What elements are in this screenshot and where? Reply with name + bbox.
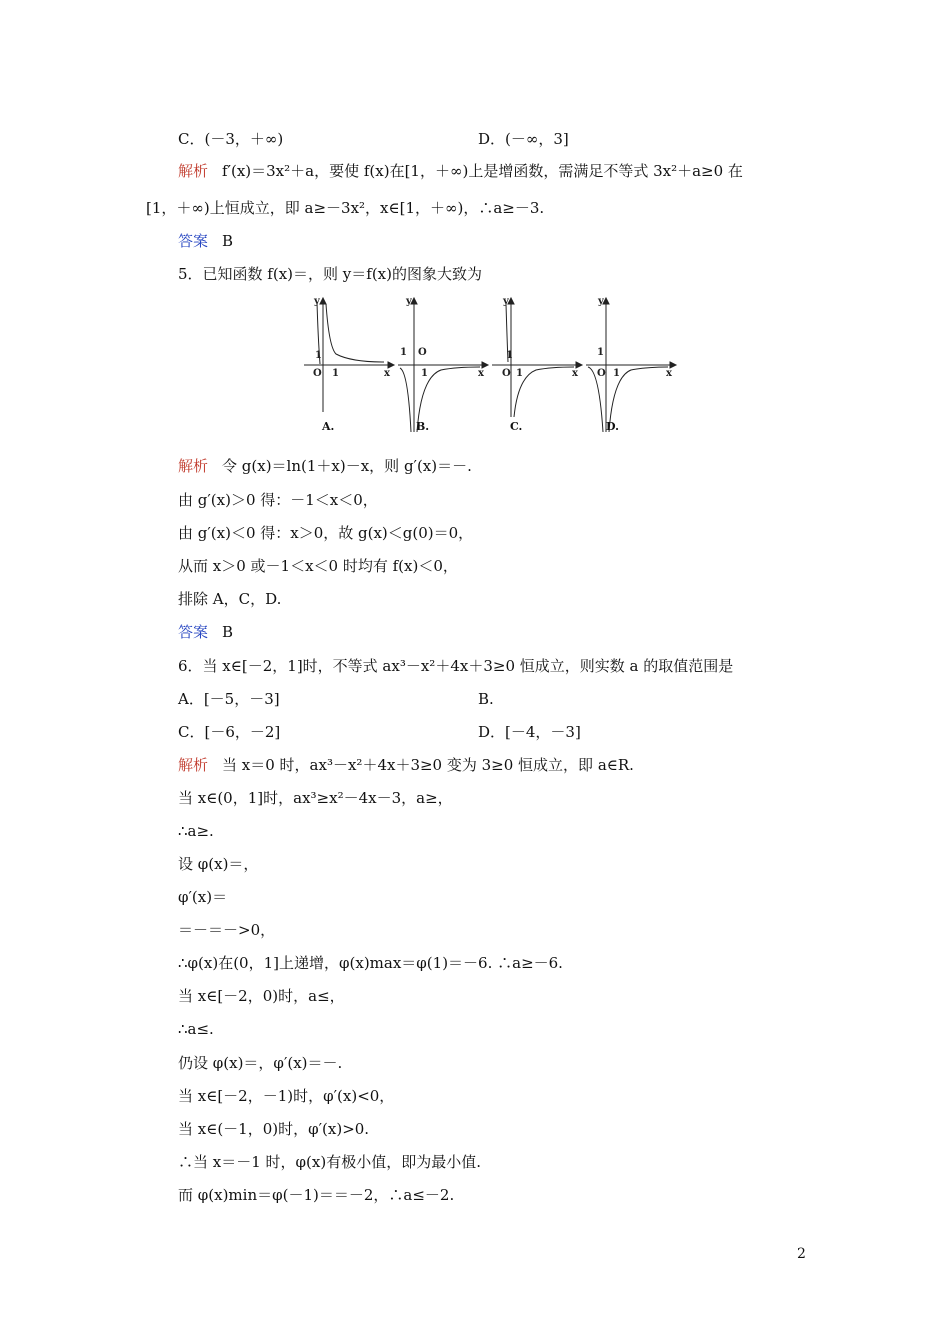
origin-label: O — [313, 368, 322, 379]
one-label: 1 — [315, 350, 322, 361]
text-line — [178, 128, 283, 150]
line-text: 令 g(x)＝ln(1＋x)－x，则 g′(x)＝－. — [222, 457, 472, 475]
one-label: 1 — [400, 347, 407, 358]
text-line — [178, 787, 453, 809]
line-text: 排除 A，C，D. — [178, 590, 282, 608]
answer-tag: 答案 — [178, 623, 209, 641]
axis-x-label: x — [478, 368, 484, 379]
option-right: D．(－∞，3] — [478, 130, 569, 148]
option-right: B. — [478, 690, 494, 708]
line-text: 而 φ(x)min＝φ(－1)＝＝－2，∴a≤－2. — [178, 1186, 455, 1204]
option-right: D．[－4，－3] — [478, 723, 581, 741]
one-label: 1 — [506, 350, 513, 361]
text-line — [178, 1184, 454, 1206]
text-line — [178, 754, 634, 776]
line-text: 当 x∈(－1，0)时，φ′(x)>0. — [178, 1120, 370, 1138]
line-text: f′(x)＝3x²＋a，要使 f(x)在[1，＋∞)上是增函数，需满足不等式 3x²＋a≥0 在 — [222, 162, 743, 180]
graph-label-d: D. — [606, 420, 619, 433]
analysis-tag: 解析 — [178, 756, 209, 774]
text-line — [178, 1118, 369, 1140]
origin-label: O — [502, 368, 511, 379]
line-text: 6．当 x∈[－2，1]时，不等式 ax³－x²＋4x＋3≥0 恒成立，则实数 a 的取值范围是 — [178, 657, 734, 675]
text-line — [178, 1052, 342, 1074]
text-line — [178, 588, 281, 610]
line-text: 从而 x＞0 或－1＜x＜0 时均有 f(x)＜0， — [178, 557, 458, 575]
one-label: 1 — [516, 368, 523, 379]
text-line — [178, 886, 227, 908]
one-label: 1 — [613, 368, 620, 379]
line-text: B — [222, 623, 234, 641]
line-text: B — [222, 232, 234, 250]
line-text: 由 g′(x)＞0 得：－1＜x＜0， — [178, 491, 378, 509]
graphs-svg — [296, 292, 684, 437]
text-line — [178, 1085, 394, 1107]
text-line — [178, 263, 482, 285]
axis-x-label: x — [384, 368, 390, 379]
function-graph-options — [296, 292, 684, 437]
origin-label: O — [597, 368, 606, 379]
origin-label: O — [418, 347, 427, 358]
text-line — [178, 853, 258, 875]
text-line — [178, 489, 378, 511]
graph-b — [398, 298, 488, 432]
line-text: ∴a≥. — [178, 822, 214, 840]
text-line — [178, 820, 214, 842]
text-line — [178, 919, 275, 941]
text-line — [178, 230, 233, 252]
axis-x-label: x — [666, 368, 672, 379]
text-line — [178, 952, 563, 974]
graph-label-c: C. — [510, 420, 523, 433]
graph-d — [586, 298, 676, 432]
one-label: 1 — [332, 368, 339, 379]
line-text: 5．已知函数 f(x)＝，则 y＝f(x)的图象大致为 — [178, 265, 482, 283]
line-text: ∴a≤. — [178, 1020, 214, 1038]
text-line — [178, 1151, 481, 1173]
text-line — [146, 197, 544, 219]
graph-label-a: A. — [322, 420, 335, 433]
line-text: 仍设 φ(x)＝，φ′(x)＝－. — [178, 1054, 343, 1072]
line-text: φ′(x)＝ — [178, 888, 228, 906]
line-text: 当 x∈(0，1]时，ax³≥x²－4x－3，a≥， — [178, 789, 453, 807]
line-text: 当 x＝0 时，ax³－x²＋4x＋3≥0 变为 3≥0 恒成立，即 a∈R. — [222, 756, 634, 774]
line-text: 当 x∈[－2，0)时，a≤， — [178, 987, 345, 1005]
text-line — [178, 655, 733, 677]
line-text: A．[－5，－3] — [178, 690, 280, 708]
axis-y-label: y — [503, 296, 509, 307]
text-line — [178, 555, 458, 577]
page-number: 2 — [797, 1246, 806, 1262]
text-line — [178, 688, 280, 710]
axis-x-label: x — [572, 368, 578, 379]
analysis-tag: 解析 — [178, 162, 209, 180]
graph-label-b: B. — [416, 420, 430, 433]
text-line — [178, 455, 472, 477]
line-text: ＝－＝－>0， — [178, 921, 276, 939]
line-text: 当 x∈[－2，－1)时，φ′(x)<0， — [178, 1087, 395, 1105]
analysis-tag: 解析 — [178, 457, 209, 475]
axis-y-label: y — [314, 296, 320, 307]
one-label: 1 — [597, 347, 604, 358]
text-line — [178, 985, 345, 1007]
line-text: ∴φ(x)在(0，1]上递增，φ(x)max＝φ(1)＝－6. ∴a≥－6. — [178, 954, 563, 972]
text-line — [178, 621, 233, 643]
line-text: C．[－6，－2] — [178, 723, 281, 741]
axis-y-label: y — [406, 296, 412, 307]
line-text: C．(－3，＋∞) — [178, 130, 284, 148]
text-line — [178, 160, 743, 182]
axis-y-label: y — [598, 296, 604, 307]
text-line — [178, 721, 280, 743]
one-label: 1 — [421, 368, 428, 379]
text-line — [178, 522, 473, 544]
text-line — [178, 1018, 214, 1040]
answer-tag: 答案 — [178, 232, 209, 250]
line-text: 设 φ(x)＝， — [178, 855, 259, 873]
line-text: ∴当 x＝－1 时，φ(x)有极小值，即为最小值. — [178, 1153, 481, 1171]
line-text: [1，＋∞)上恒成立，即 a≥－3x²，x∈[1，＋∞)，∴a≥－3. — [146, 199, 545, 217]
line-text: 由 g′(x)＜0 得：x＞0，故 g(x)＜g(0)＝0， — [178, 524, 474, 542]
